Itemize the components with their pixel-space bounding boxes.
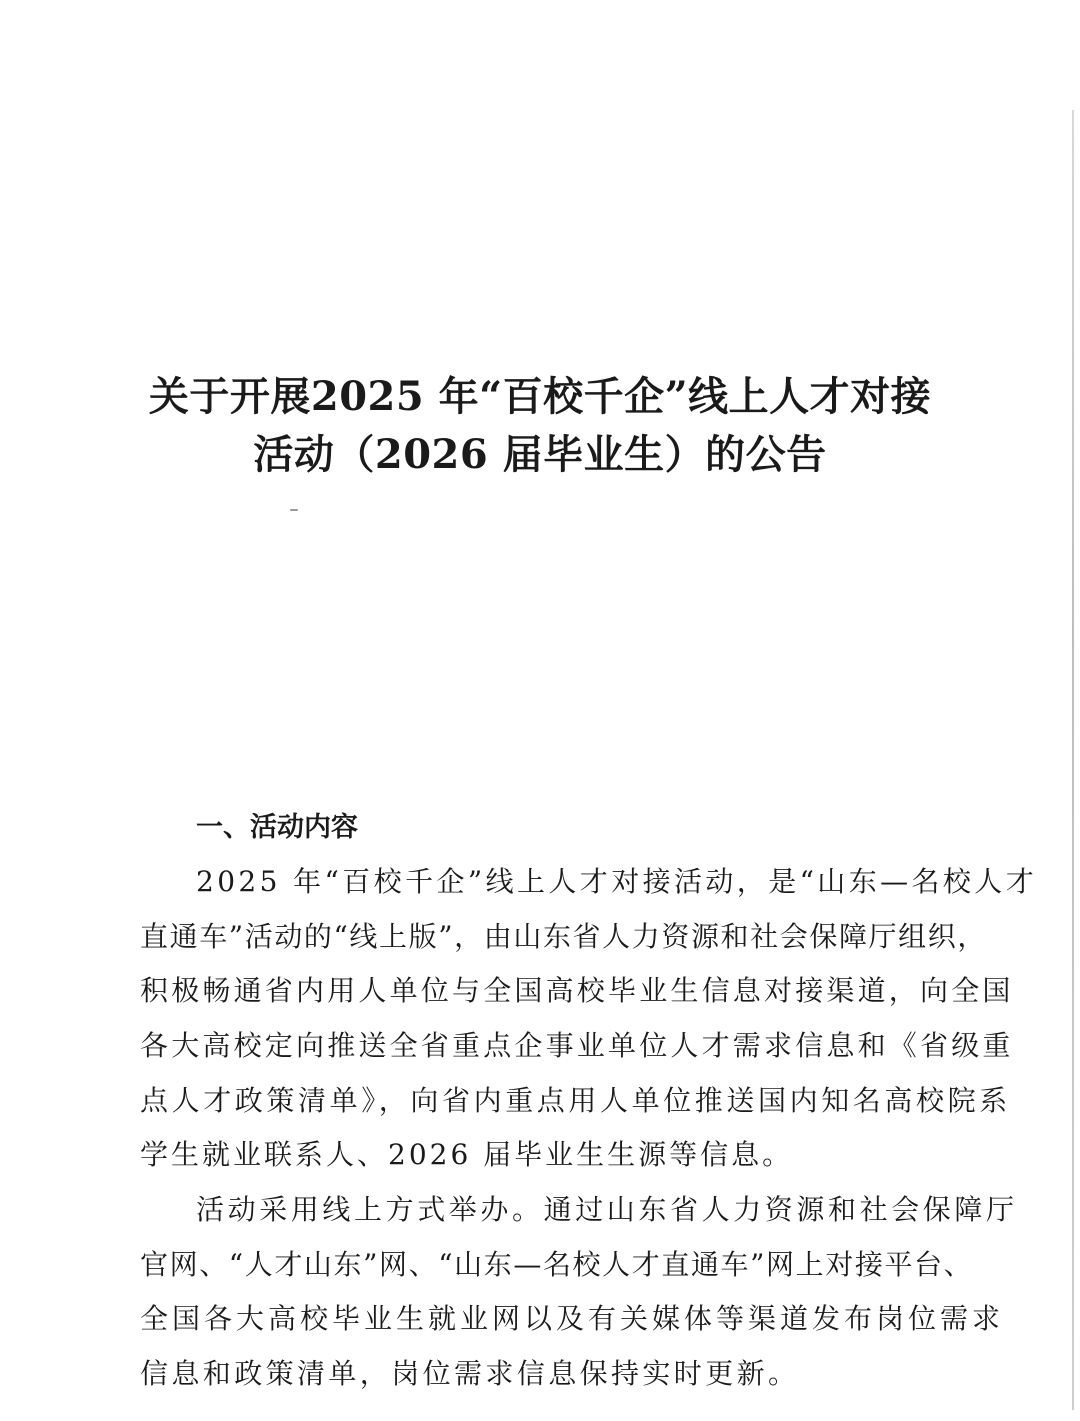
title-line-1: 关于开展2025 年“百校千企”线上人才对接 [148,373,932,420]
paragraph-line: 官网、“人才山东”网、“山东—名校人才直通车”网上对接平台、 [140,1248,974,1281]
title-line-2: 活动（2026 届毕业生）的公告 [253,431,827,478]
paragraph-line: 直通车”活动的“线上版”，由山东省人力资源和社会保障厅组织， [140,920,987,953]
scan-speck [290,509,298,511]
paragraph-line: 点人才政策清单》，向省内重点用人单位推送国内知名高校院系 [140,1084,1011,1117]
section-heading: 一、活动内容 [196,812,358,843]
paragraph-line: 2025 年“百校千企”线上人才对接活动，是“山东—名校人才 [196,865,1038,898]
paragraph-line: 学生就业联系人、2026 届毕业生生源等信息。 [140,1138,794,1171]
paragraph-line: 积极畅通省内用人单位与全国高校毕业生信息对接渠道，向全国 [140,974,1014,1007]
paragraph-line: 活动采用线上方式举办。通过山东省人力资源和社会保障厅 [196,1193,1018,1226]
paragraph-line: 全国各大高校毕业生就业网以及有关媒体等渠道发布岗位需求 [140,1302,1005,1335]
document-title [0,368,1080,484]
paragraph-line: 各大高校定向推送全省重点企事业单位人才需求信息和《省级重 [140,1029,1014,1062]
paragraph-line: 信息和政策清单，岗位需求信息保持实时更新。 [140,1357,800,1390]
page-edge-shadow [1072,110,1074,1410]
